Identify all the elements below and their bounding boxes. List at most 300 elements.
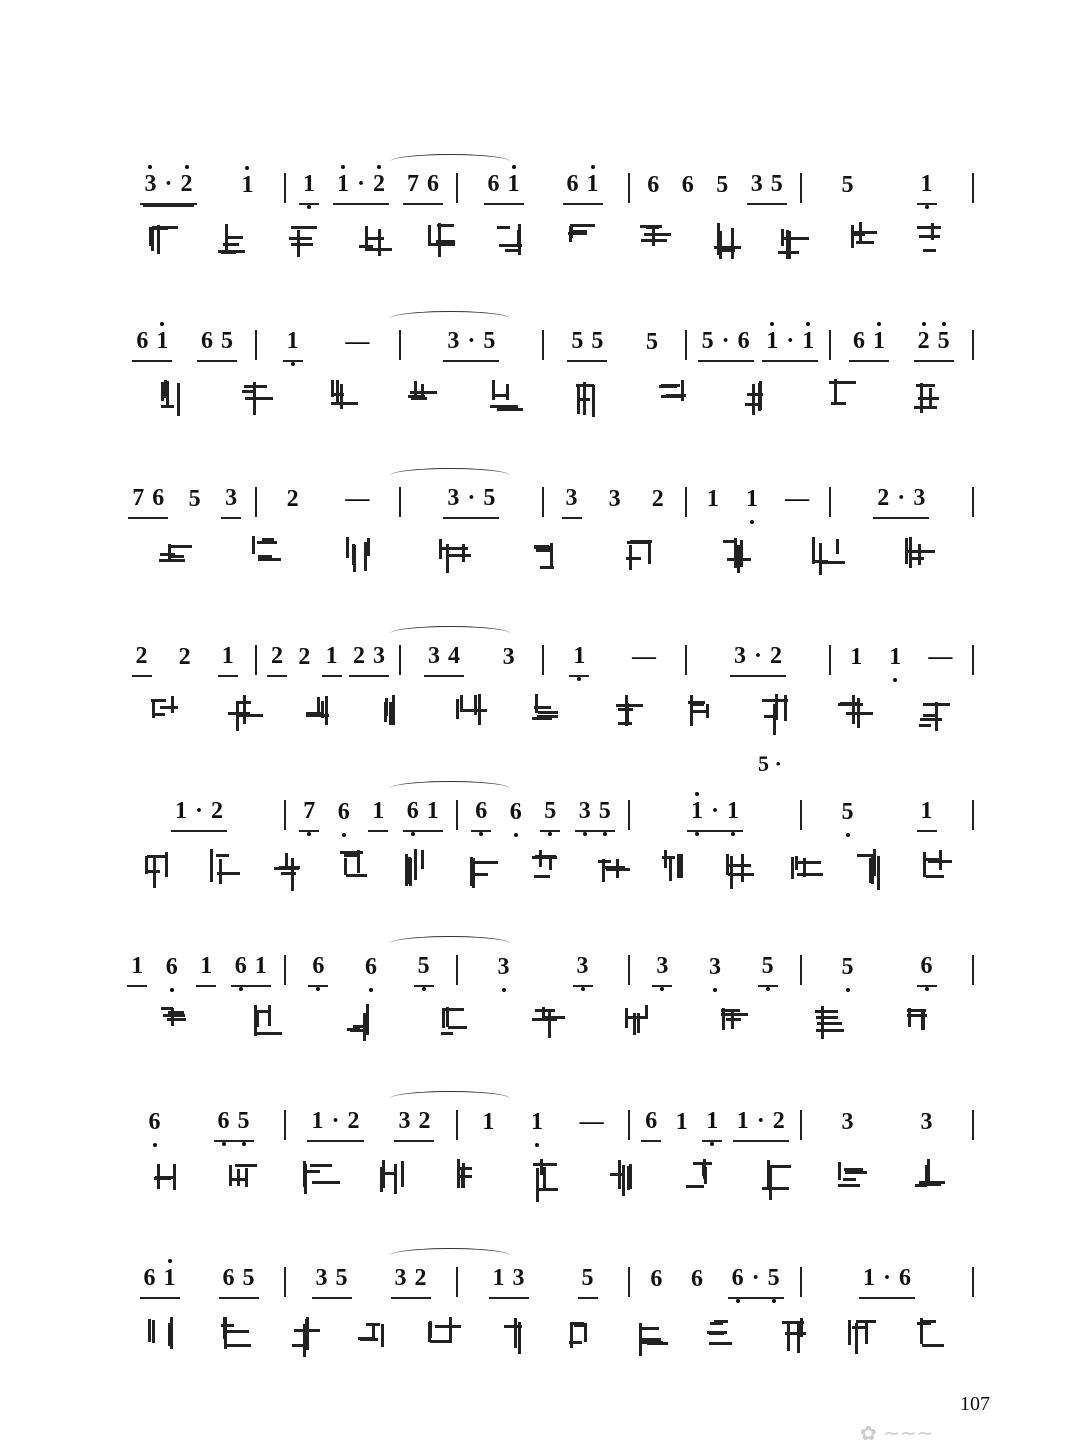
note-group (733, 1108, 789, 1142)
barline (972, 173, 974, 203)
tablature-glyph (808, 534, 842, 572)
glyph-stroke (225, 224, 228, 253)
measure (120, 1262, 278, 1302)
glyph-stroke (664, 850, 667, 868)
note-group (687, 798, 743, 832)
note: 5 (234, 1108, 254, 1134)
tablature-glyph (493, 220, 527, 258)
note-group (873, 485, 929, 519)
barline (800, 1267, 802, 1297)
score-row (120, 950, 980, 990)
barline (628, 1110, 630, 1140)
note: 6 (403, 798, 423, 824)
note: 1 (333, 171, 353, 197)
score-row (120, 1262, 980, 1302)
note: 1 (736, 1108, 749, 1134)
tablature-glyph (223, 692, 257, 730)
glyph-stroke (157, 225, 160, 255)
tablature-glyph (681, 1157, 715, 1195)
glyph-stroke (647, 1342, 668, 1345)
note-group (702, 1108, 722, 1142)
glyph-stroke (157, 1164, 160, 1184)
note-group (162, 954, 182, 986)
note: 5 (483, 485, 496, 511)
barline (255, 487, 257, 517)
measure (550, 325, 679, 365)
glyph-stroke (922, 1344, 944, 1347)
glyph-stroke (145, 856, 148, 874)
glyph-stroke (797, 873, 824, 876)
note: 5 (483, 328, 496, 354)
tablature-glyph (654, 377, 688, 415)
note: 1 (311, 1108, 324, 1134)
note: 6 (737, 328, 750, 354)
glyph-stroke (539, 850, 542, 867)
note: 6 (152, 485, 165, 511)
glyph-stroke (160, 706, 178, 709)
note-group (703, 486, 723, 518)
glyph-stroke (616, 859, 619, 878)
note: 2 (877, 485, 890, 511)
glyph-stroke (666, 394, 686, 397)
note-group (231, 953, 271, 987)
glyph-stroke (752, 384, 755, 415)
tablature-glyph (715, 1002, 749, 1040)
barline (456, 800, 458, 830)
glyph-stroke (730, 856, 733, 889)
measure (292, 795, 450, 835)
note: 3 (394, 1265, 407, 1291)
note-group (478, 1109, 498, 1141)
glyph-stroke (258, 558, 281, 561)
tablature-glyph (833, 692, 867, 730)
note: 6 (650, 1266, 663, 1292)
glyph-stroke (854, 231, 878, 234)
glyph-stroke (518, 1322, 521, 1354)
note-group (563, 171, 603, 205)
glyph-stroke (223, 1317, 226, 1339)
tablature-glyph (334, 847, 368, 885)
glyph-stroke (159, 559, 185, 562)
glyph-stroke (325, 696, 328, 725)
note: 7 (299, 798, 319, 824)
note: · (164, 171, 173, 197)
note: 1 (527, 1109, 547, 1135)
tablature-row (125, 220, 965, 264)
glyph-stroke (797, 1324, 800, 1353)
note: 5 (645, 329, 658, 355)
glyph-stroke (819, 543, 822, 575)
glyph-stroke (831, 381, 856, 384)
barline (972, 1267, 974, 1297)
note: 1 (675, 1109, 688, 1135)
note-group (424, 643, 464, 677)
glyph-stroke (268, 1005, 271, 1026)
glyph-stroke (381, 1324, 384, 1346)
note: · (194, 798, 203, 824)
barline (399, 645, 401, 675)
slur (390, 1091, 510, 1106)
note-group (294, 644, 314, 676)
tablature-row (125, 847, 965, 891)
glyph-stroke (781, 229, 784, 246)
note: · (897, 485, 906, 511)
glyph-stroke (714, 246, 741, 249)
page-number: 107 (960, 1393, 990, 1415)
score-row (120, 325, 980, 365)
note: 1 (492, 1265, 505, 1291)
glyph-stroke (389, 702, 392, 724)
note: 1 (504, 171, 524, 197)
note-group (730, 643, 786, 677)
glyph-stroke (291, 243, 313, 246)
glyph-stroke (571, 224, 595, 227)
glyph-stroke (170, 1317, 173, 1348)
note-group (506, 799, 526, 831)
note: 6 (162, 954, 182, 980)
barline (284, 955, 286, 985)
barline (255, 330, 257, 360)
note: 2 (772, 1108, 785, 1134)
note-group (394, 1108, 434, 1142)
glyph-stroke (227, 236, 243, 239)
glyph-stroke (274, 867, 299, 870)
note-group (322, 643, 342, 677)
glyph-stroke (461, 1167, 464, 1188)
note: 6 (852, 328, 865, 354)
note-group (185, 486, 205, 518)
glyph-stroke (331, 393, 344, 396)
glyph-stroke (216, 854, 228, 857)
measure (464, 168, 622, 208)
tablature-glyph (528, 1002, 562, 1040)
note-group (642, 329, 662, 361)
note: 6 (426, 171, 439, 197)
note-group (747, 171, 787, 205)
glyph-stroke (851, 225, 854, 247)
barline (972, 955, 974, 985)
tablature-glyph (423, 220, 457, 258)
note: — (631, 644, 656, 670)
note: 5 (701, 328, 714, 354)
note: · (786, 328, 795, 354)
note: 3 (427, 643, 440, 669)
note: 2 (298, 644, 311, 670)
note-group (648, 486, 668, 518)
glyph-stroke (781, 237, 809, 240)
measure (292, 950, 450, 990)
tablature-glyph (435, 1002, 469, 1040)
glyph-stroke (923, 249, 937, 252)
note: 6 (645, 1108, 658, 1134)
note-group (540, 798, 560, 832)
note: 1 (850, 644, 863, 670)
tablature-glyph (213, 1314, 247, 1352)
note: 3 (447, 328, 460, 354)
glyph-stroke (833, 402, 846, 405)
note: 6 (231, 953, 251, 979)
note: 5 (838, 954, 858, 980)
measure (263, 640, 392, 680)
glyph-stroke (661, 384, 680, 387)
glyph-stroke (722, 1008, 725, 1031)
note: 6 (334, 799, 354, 825)
tablature-glyph (773, 220, 807, 258)
glyph-stroke (703, 1159, 706, 1179)
glyph-stroke (535, 694, 538, 712)
glyph-stroke (540, 1159, 543, 1174)
note: 6 (728, 1265, 748, 1291)
glyph-stroke (442, 1008, 465, 1011)
barline (972, 330, 974, 360)
barline (456, 173, 458, 203)
tablature-glyph (757, 692, 791, 730)
note: 6 (308, 953, 328, 979)
note: 1 (885, 644, 905, 670)
note-group (175, 644, 195, 676)
glyph-stroke (741, 854, 744, 882)
note: 4 (447, 643, 460, 669)
glyph-stroke (914, 406, 937, 409)
note: 3 (841, 1109, 854, 1135)
note: · (756, 1108, 765, 1134)
tablature-glyph (402, 377, 436, 415)
glyph-stroke (446, 554, 471, 557)
measure (120, 325, 249, 365)
glyph-stroke (640, 1327, 659, 1330)
glyph-stroke (719, 231, 722, 259)
glyph-stroke (919, 724, 931, 727)
measure (837, 482, 966, 522)
glyph-stroke (394, 1164, 397, 1194)
glyph-stroke (538, 711, 558, 714)
glyph-stroke (727, 864, 751, 867)
measure (407, 482, 536, 522)
glyph-stroke (255, 1032, 282, 1035)
glyph-stroke (243, 695, 246, 724)
note: 6 (506, 799, 526, 825)
note: 1 (372, 798, 385, 824)
glyph-stroke (152, 1320, 155, 1343)
tablature-glyph (563, 220, 597, 258)
note: 6 (145, 1109, 165, 1135)
note: 3 (573, 953, 593, 979)
tablature-glyph (851, 847, 885, 885)
note-group (267, 643, 287, 677)
note-group (494, 954, 514, 986)
note-group (628, 644, 660, 676)
note-group (312, 1265, 352, 1299)
barline (542, 645, 544, 675)
note: 5 (591, 328, 604, 354)
glyph-stroke (677, 854, 680, 878)
tablature-glyph (593, 847, 627, 885)
score-row (120, 1105, 980, 1145)
tablature-glyph (283, 1314, 317, 1352)
glyph-stroke (366, 1004, 369, 1035)
glyph-stroke (690, 703, 704, 706)
note: 1 (723, 798, 743, 824)
note-group (403, 171, 443, 205)
glyph-stroke (152, 702, 155, 717)
glyph-stroke (852, 695, 855, 724)
note-group (859, 1265, 915, 1299)
note-group (885, 644, 905, 676)
note: — (579, 1109, 604, 1135)
glyph-stroke (536, 1168, 539, 1201)
note-group (299, 171, 319, 205)
note: 5 (540, 798, 560, 824)
note: 5 (414, 953, 434, 979)
glyph-stroke (681, 380, 684, 401)
note: 5 (838, 799, 858, 825)
score-row (120, 795, 980, 835)
note-group (917, 171, 937, 205)
glyph-stroke (629, 545, 632, 570)
glyph-stroke (536, 549, 550, 552)
glyph-stroke (669, 856, 672, 881)
tablature-glyph (722, 847, 756, 885)
tablature-glyph (528, 692, 562, 730)
note-group (652, 953, 672, 987)
note: 3 (913, 485, 926, 511)
barline (255, 645, 257, 675)
note: 6 (222, 1265, 235, 1291)
measure (636, 168, 794, 208)
glyph-stroke (291, 226, 318, 229)
tablature-glyph (910, 692, 944, 730)
glyph-stroke (378, 229, 381, 256)
score-row (120, 482, 980, 522)
glyph-stroke (495, 394, 507, 397)
glyph-stroke (714, 1320, 728, 1323)
glyph-stroke (449, 1317, 452, 1340)
glyph-stroke (431, 243, 455, 246)
glyph-stroke (490, 405, 518, 408)
note-group (196, 953, 216, 987)
glyph-stroke (727, 558, 750, 561)
measure (464, 1262, 622, 1302)
measure (292, 1262, 450, 1302)
tablature-glyph (493, 1314, 527, 1352)
note: 3 (398, 1108, 411, 1134)
note: 2 (914, 328, 934, 354)
note: 3 (372, 643, 385, 669)
barline (456, 1110, 458, 1140)
glyph-stroke (321, 701, 324, 718)
measure (693, 482, 822, 522)
note-group (917, 798, 937, 832)
note: — (345, 486, 370, 512)
tablature-glyph (913, 220, 947, 258)
tablature-glyph (375, 1157, 409, 1195)
glyph-stroke (817, 1022, 842, 1025)
glyph-stroke (923, 703, 950, 706)
note-group (333, 171, 389, 205)
measure (808, 168, 966, 208)
tablature-glyph (146, 1157, 180, 1195)
note-group (758, 953, 778, 987)
slur (390, 936, 510, 951)
tablature-glyph (621, 1002, 655, 1040)
glyph-stroke (471, 858, 474, 877)
note: 2 (414, 1265, 427, 1291)
note-group (641, 1108, 661, 1142)
note-group (145, 1109, 165, 1141)
barline (284, 800, 286, 830)
note-group (368, 798, 388, 832)
glyph-stroke (317, 697, 320, 714)
tablature-glyph (916, 847, 950, 885)
note-group (575, 798, 615, 832)
note: 6 (690, 1266, 703, 1292)
note: 1 (426, 798, 439, 824)
tablature-glyph (808, 1002, 842, 1040)
extra-note-above: 5 · (758, 751, 782, 776)
glyph-stroke (838, 703, 864, 706)
glyph-stroke (626, 703, 629, 724)
note-group (140, 171, 196, 205)
barline (800, 173, 802, 203)
note-group (646, 1266, 666, 1298)
note-group (838, 1109, 858, 1141)
glyph-stroke (762, 699, 789, 702)
note: 2 (418, 1108, 431, 1134)
note-group (838, 172, 858, 204)
glyph-stroke (441, 1032, 453, 1035)
glyph-stroke (474, 695, 477, 715)
note-group (643, 172, 663, 204)
note-group (849, 328, 889, 362)
tablature-glyph (143, 1314, 177, 1352)
measure (263, 482, 392, 522)
score-row (120, 640, 980, 680)
glyph-stroke (153, 856, 156, 888)
note: 1 (687, 798, 707, 824)
note: 7 (132, 485, 145, 511)
note: 2 (178, 644, 191, 670)
note: 6 (200, 328, 213, 354)
glyph-stroke (706, 704, 709, 718)
note: 6 (647, 172, 660, 198)
note-group (218, 643, 238, 677)
glyph-stroke (346, 874, 367, 877)
glyph-stroke (537, 715, 558, 718)
glyph-stroke (346, 537, 349, 558)
measure (808, 1105, 966, 1145)
glyph-stroke (759, 381, 762, 410)
tablature-row (125, 534, 965, 578)
tablature-glyph (633, 1314, 667, 1352)
glyph-stroke (221, 251, 236, 254)
glyph-stroke (540, 566, 554, 569)
glyph-stroke (787, 1322, 790, 1351)
glyph-stroke (618, 1160, 621, 1189)
tablature-row (125, 1157, 965, 1201)
note-group (299, 798, 319, 832)
barline (972, 487, 974, 517)
note: 2 (286, 486, 299, 512)
note: 1 (174, 798, 187, 824)
note: · (753, 643, 762, 669)
note-group (569, 643, 589, 677)
measure (693, 640, 822, 680)
note: 1 (920, 798, 933, 824)
glyph-stroke (497, 226, 509, 229)
tablature-glyph (143, 220, 177, 258)
measure (263, 325, 392, 365)
tablature-glyph (299, 692, 333, 730)
